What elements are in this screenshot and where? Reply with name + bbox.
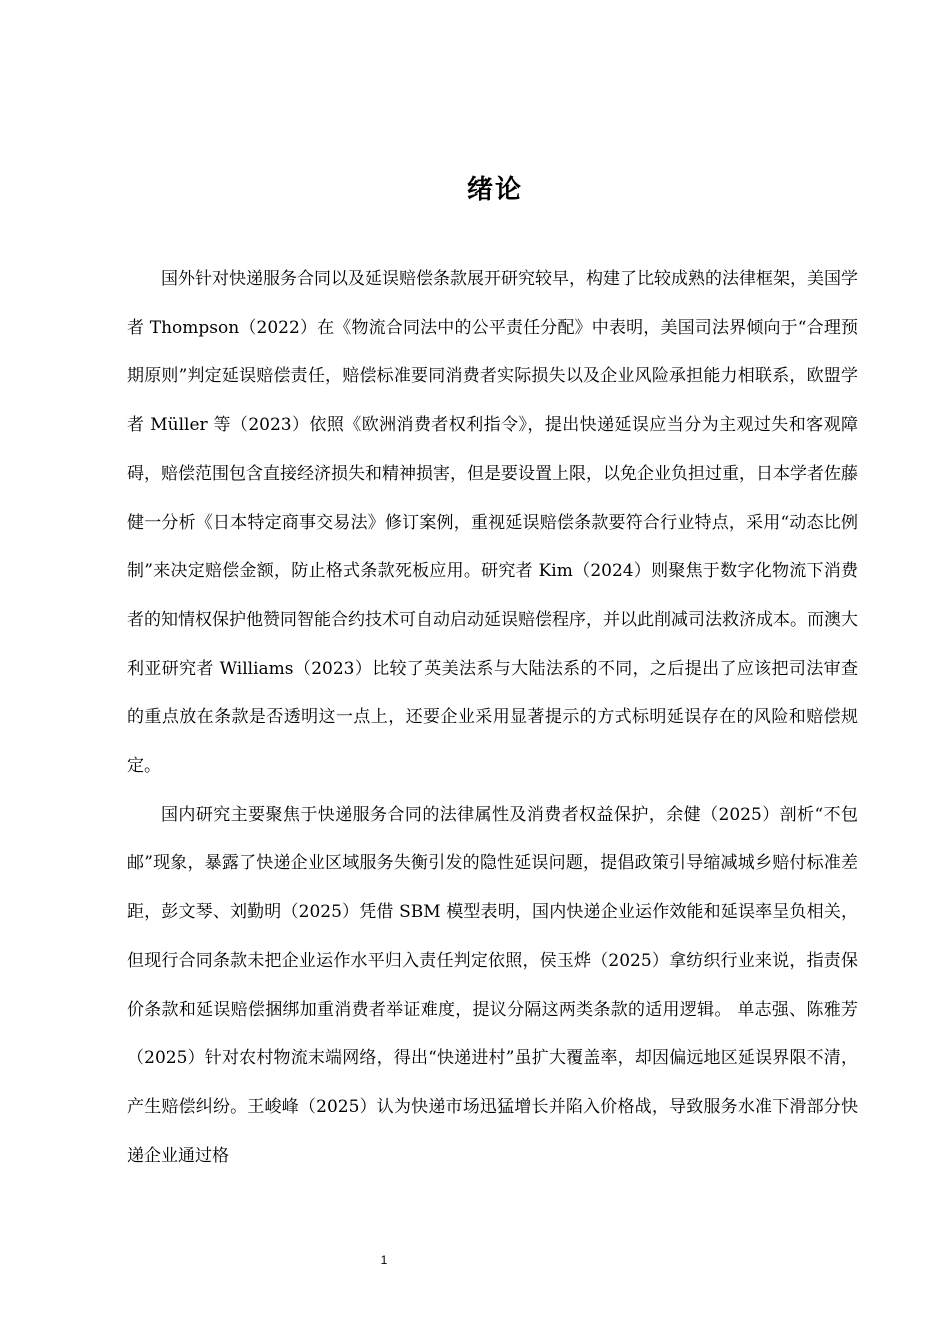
paragraph-domestic-research: 国内研究主要聚焦于快递服务合同的法律属性及消费者权益保护，余健（2025）剖析“不包邮”现象，暴露了快递企业区域服务失衡引发的隐性延误问题，提倡政策引导缩减城乡赔付标准差距，彭文琴、刘勤明（2025）凭借 SBM 模型表明，国内快递企业运作效能和延误率呈负相关，但现行合同条款未把企业运作水平归入责任判定依照，侯玉烨（2025）拿纺织行业来说，指责保价条款和延误赔偿捆绑加重消费者举证难度，提议分隔这两类条款的适用逻辑。 单志强、陈雅芳（2025）针对农村物流末端网络，得出“快递进村”虽扩大覆盖率，却因偏远地区延误界限不清，产生赔偿纠纷。王峻峰（2025）认为快递市场迅猛增长并陷入价格战，导致服务水准下滑部分快递企业通过格 [127, 804, 858, 1166]
paragraph-foreign-research: 国外针对快递服务合同以及延误赔偿条款展开研究较早，构建了比较成熟的法律框架，美国学者 Thompson（2022）在《物流合同法中的公平责任分配》中表明，美国司法界倾向于“合理预期原则”判定延误赔偿责任，赔偿标准要同消费者实际损失以及企业风险承担能力相联系，欧盟学者 Müller 等（2023）依照《欧洲消费者权利指令》，提出快递延误应当分为主观过失和客观障碍，赔偿范围包含直接经济损失和精神损害，但是要设置上限，以免企业负担过重，日本学者佐藤健一分析《日本特定商事交易法》修订案例，重视延误赔偿条款要符合行业特点，采用“动态比例制”来决定赔偿金额，防止格式条款死板应用。研究者 Kim（2024）则聚焦于数字化物流下消费者的知情权保护他赞同智能合约技术可自动启动延误赔偿程序，并以此削减司法救济成本。而澳大利亚研究者 Williams（2023）比较了英美法系与大陆法系的不同，之后提出了应该把司法审查的重点放在条款是否透明这一点上，还要企业采用显著提示的方式标明延误存在的风险和赔偿规定。 [127, 269, 858, 777]
page-number: 1 [380, 1253, 388, 1267]
document-body [127, 255, 858, 1180]
page-title: 绪论 [466, 175, 523, 205]
